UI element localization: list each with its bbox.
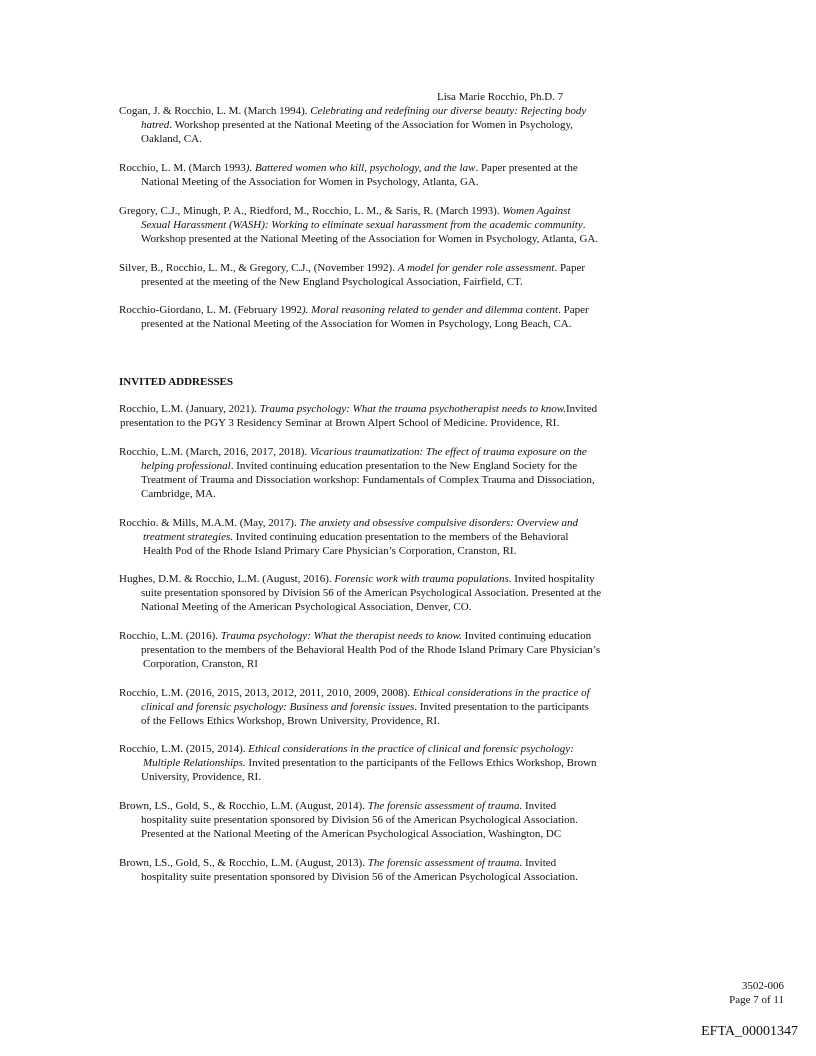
line: treatment strategies. Invited continuing education presentation to the members of the Behavioral [143, 531, 569, 543]
presentation-entry [119, 161, 664, 189]
page-number: Page 7 of 11 [729, 994, 784, 1006]
presentation-entry [119, 104, 664, 146]
line: hatred. Workshop presented at the National Meeting of the Association for Women in Psychology, [141, 119, 574, 131]
line: Rocchio-Giordano, L. M. (February 1992). Moral reasoning related to gender and dilemma content. Paper [119, 304, 589, 316]
bates-number: EFTA_00001347 [701, 1024, 798, 1039]
line: Rocchio, L.M. (March, 2016, 2017, 2018). Vicarious traumatization: The effect of trauma exposure on the [119, 446, 587, 458]
address-entry [119, 686, 664, 728]
doc-code: 3502-006 [741, 980, 784, 992]
line: presented at the National Meeting of the Association for Women in Psychology, Long Beach, CA. [141, 318, 572, 330]
line: Treatment of Trauma and Dissociation workshop: Fundamentals of Complex Trauma and Dissociation, [141, 474, 595, 486]
line: hospitality suite presentation sponsored by Division 56 of the American Psychological Association. [141, 814, 578, 826]
running-head: Lisa Marie Rocchio, Ph.D. 7 [437, 91, 564, 103]
address-entry [119, 572, 664, 614]
address-entry [119, 629, 664, 671]
address-entry [119, 856, 664, 884]
line: Cogan, J. & Rocchio, L. M. (March 1994). Celebrating and redefining our diverse beauty: Rejecting body [119, 105, 587, 117]
line: Oakland, CA. [141, 133, 202, 145]
line: National Meeting of the American Psychological Association, Denver, CO. [141, 601, 472, 613]
line: Multiple Relationships. Invited presentation to the participants of the Fellows Ethics Workshop, Brown [143, 757, 597, 769]
line: Hughes, D.M. & Rocchio, L.M. (August, 2016). Forensic work with trauma populations. Invited hospitality [119, 573, 595, 585]
line: Rocchio, L.M. (January, 2021). Trauma psychology: What the trauma psychotherapist needs to know.Invited [119, 403, 598, 415]
page-footer [729, 979, 784, 1007]
line: Rocchio, L.M. (2016). Trauma psychology: What the therapist needs to know. Invited continuing education [119, 630, 592, 642]
presentation-entry [119, 261, 664, 289]
line: Rocchio, L. M. (March 1993). Battered women who kill, psychology, and the law. Paper presented at the [119, 162, 578, 174]
line: Rocchio, L.M. (2015, 2014). Ethical considerations in the practice of clinical and forensic psychology: [119, 743, 574, 755]
line: Corporation, Cranston, RI [143, 658, 258, 670]
line: University, Providence, RI. [141, 771, 261, 783]
line: presentation to the PGY 3 Residency Seminar at Brown Alpert School of Medicine. Providence, RI. [120, 417, 560, 429]
line: of the Fellows Ethics Workshop, Brown University, Providence, RI. [141, 715, 440, 727]
line: hospitality suite presentation sponsored by Division 56 of the American Psychological Association. [141, 871, 578, 883]
address-entry [119, 445, 664, 501]
line: National Meeting of the Association for Women in Psychology, Atlanta, GA. [141, 176, 479, 188]
line: Sexual Harassment (WASH): Working to eliminate sexual harassment from the academic community. [141, 219, 586, 231]
line: Silver, B., Rocchio, L. M., & Gregory, C.J., (November 1992). A model for gender role assessment. Paper [119, 262, 585, 274]
line: suite presentation sponsored by Division 56 of the American Psychological Association. Presented at the [141, 587, 602, 599]
line: helping professional. Invited continuing education presentation to the New England Society for the [141, 460, 578, 472]
address-entry [119, 516, 664, 558]
line: Presented at the National Meeting of the American Psychological Association, Washington, DC [141, 828, 562, 840]
line: Rocchio. & Mills, M.A.M. (May, 2017). The anxiety and obsessive compulsive disorders: Overview and [119, 517, 578, 529]
address-entry [119, 402, 664, 430]
line: Brown, LS., Gold, S., & Rocchio, L.M. (August, 2014). The forensic assessment of trauma. Invited [119, 800, 557, 812]
presentation-entry [119, 204, 664, 246]
line: presented at the meeting of the New England Psychological Association, Fairfield, CT. [141, 276, 523, 288]
presentation-entry [119, 303, 664, 331]
line: Gregory, C.J., Minugh, P. A., Riedford, M., Rocchio, L. M., & Saris, R. (March 1993). Women Against [119, 205, 571, 217]
section-heading: INVITED ADDRESSES [119, 376, 234, 388]
line: Health Pod of the Rhode Island Primary Care Physician’s Corporation, Cranston, RI. [143, 545, 517, 557]
line: Rocchio, L.M. (2016, 2015, 2013, 2012, 2011, 2010, 2009, 2008). Ethical considerations in the practice of [119, 687, 590, 699]
line: Brown, LS., Gold, S., & Rocchio, L.M. (August, 2013). The forensic assessment of trauma. Invited [119, 857, 557, 869]
line: Cambridge, MA. [141, 488, 216, 500]
line: clinical and forensic psychology: Business and forensic issues. Invited presentation to the participants [141, 701, 589, 713]
line: Workshop presented at the National Meeting of the Association for Women in Psychology, Atlanta, GA. [141, 233, 599, 245]
address-entry [119, 742, 664, 784]
line: presentation to the members of the Behavioral Health Pod of the Rhode Island Primary Care Physician’s [141, 644, 601, 656]
address-entry [119, 799, 664, 841]
